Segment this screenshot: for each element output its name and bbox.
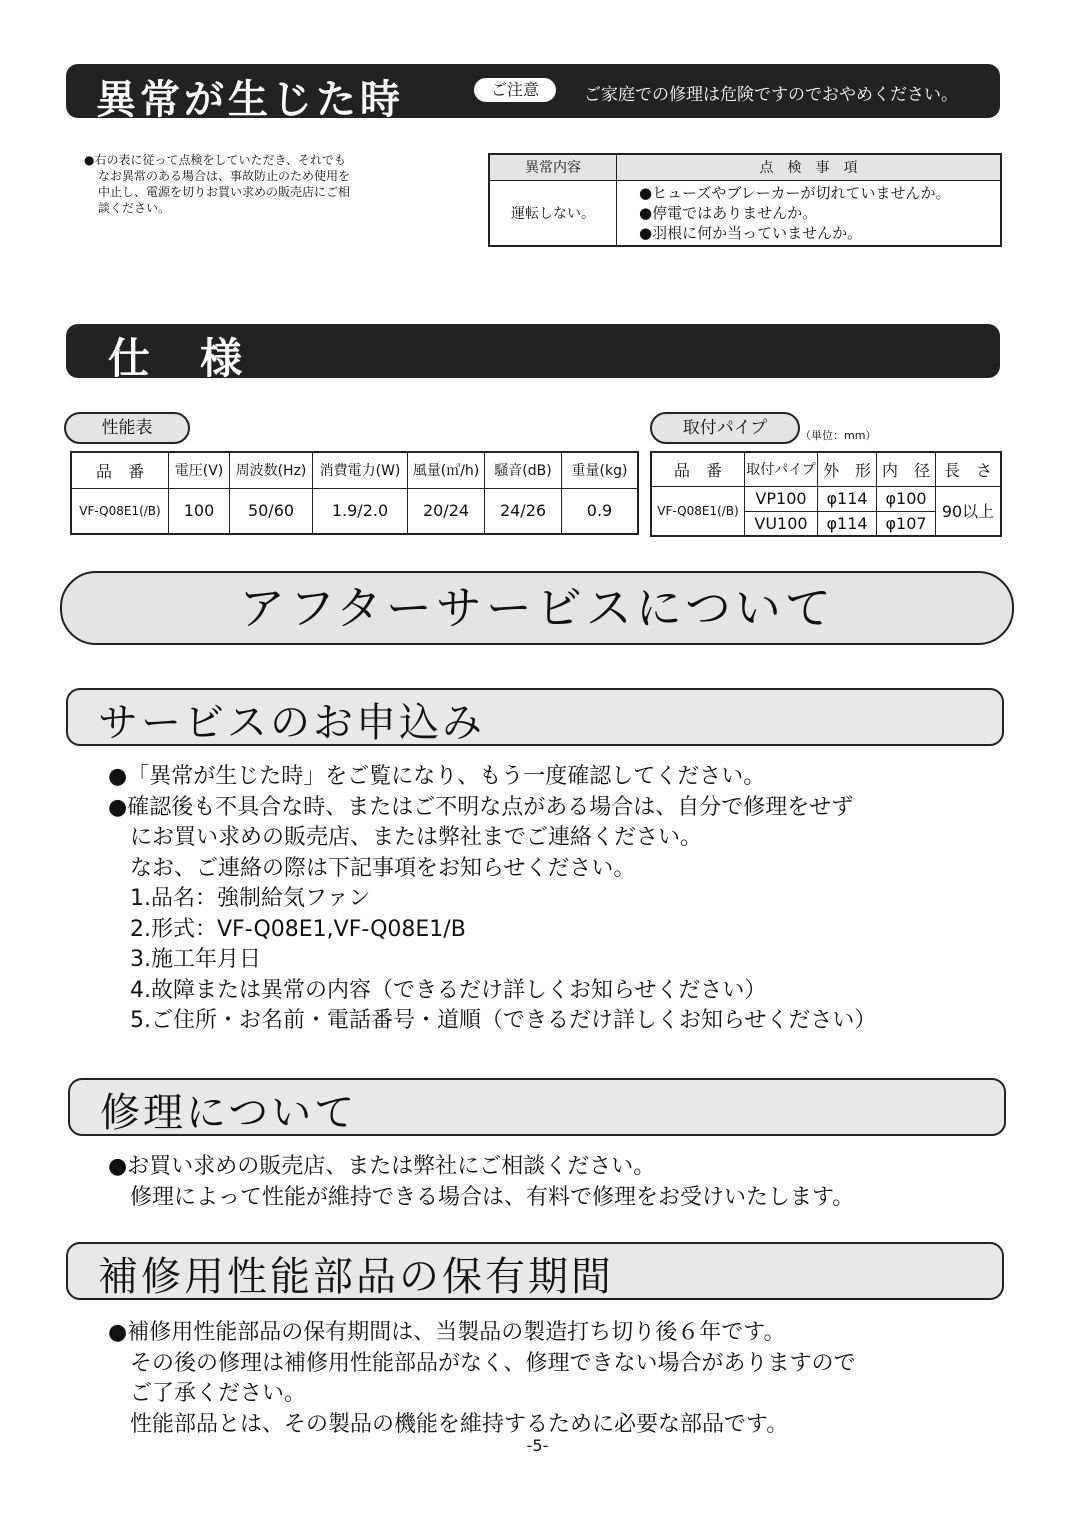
check-item: ●停電ではありませんか。	[639, 203, 818, 222]
check-table-header-symptom: 異常内容	[489, 154, 617, 180]
instruction-line: ●右の表に従って点検をしていただき、それでも	[84, 153, 346, 167]
repair-line: 修理によって性能が維持できる場合は、有料で修理をお受けいたします。	[108, 1184, 855, 1210]
check-table-header-checks: 点 検 事 項	[617, 154, 1002, 180]
parts-heading	[66, 1242, 1004, 1300]
service-line: 3.施工年月日	[108, 947, 261, 972]
repair-line: ●お買い求めの販売店、または弊社にご相談ください。	[108, 1154, 656, 1179]
parts-line: その後の修理は補修用性能部品がなく、修理できない場合がありますので	[108, 1350, 856, 1376]
perf-table-label: 性能表	[64, 412, 190, 444]
instruction-line: なお異常のある場合は、事故防止のため使用を	[98, 169, 351, 183]
pipe-cell-length: 90以上	[936, 486, 1002, 536]
perf-header: 重量(kg)	[562, 452, 639, 488]
service-line: ●「異常が生じた時」をご覧になり、もう一度確認してください。	[108, 764, 766, 789]
service-request-title: サービスのお申込み	[98, 700, 485, 746]
perf-cell: 1.9/2.0	[313, 488, 408, 534]
perf-header: 電圧(V)	[169, 452, 230, 488]
parts-line: ご了承ください。	[108, 1381, 307, 1406]
pipe-header: 長 さ	[936, 452, 1002, 486]
performance-table	[70, 451, 639, 535]
pipe-cell: VU100	[745, 511, 818, 536]
parts-line: 性能部品とは、その製品の機能を維持するために必要な部品です。	[108, 1411, 789, 1437]
perf-cell: 50/60	[230, 488, 313, 534]
perf-cell: 20/24	[408, 488, 485, 534]
perf-header: 風量(㎥/h)	[408, 452, 485, 488]
check-table-checks	[617, 180, 1002, 246]
spec-title: 仕 様	[108, 334, 247, 383]
perf-cell-model: VF-Q08E1(/B)	[71, 488, 169, 534]
after-service-heading	[60, 571, 1014, 645]
pipe-header: 内 径	[877, 452, 936, 486]
perf-header: 品 番	[71, 452, 169, 488]
spec-header-bar	[66, 324, 1000, 383]
pipe-cell: φ100	[877, 486, 936, 511]
after-service-title: アフターサービスについて	[239, 581, 835, 635]
perf-header: 周波数(Hz)	[230, 452, 313, 488]
parts-body	[108, 1318, 856, 1440]
pipe-table-label: 取付パイプ	[650, 412, 800, 444]
pipe-header: 品 番	[651, 452, 745, 486]
service-line: にお買い求めの販売店、または弊社までご連絡ください。	[108, 825, 703, 850]
perf-cell: 100	[169, 488, 230, 534]
check-item: ●ヒューズやブレーカーが切れていませんか。	[639, 183, 951, 202]
repair-body	[108, 1152, 854, 1213]
service-line: なお、ご連絡の際は下記事項をお知らせください。	[108, 855, 636, 881]
service-line: 4.故障または異常の内容（できるだけ詳しくお知らせください）	[108, 977, 767, 1003]
pipe-header: 外 形	[818, 452, 877, 486]
pipe-cell: VP100	[745, 486, 818, 511]
service-line: 1.品名：強制給気ファン	[108, 886, 371, 911]
perf-header: 消費電力(W)	[313, 452, 408, 488]
pipe-header: 取付パイプ	[745, 452, 818, 486]
repair-heading	[68, 1078, 1006, 1136]
instruction-line: 中止し、電源を切りお買い求めの販売店にご相	[98, 185, 351, 199]
service-line: ●確認後も不具合な時、またはご不明な点がある場合は、自分で修理をせず	[108, 794, 854, 820]
service-request-heading	[66, 688, 1004, 746]
service-request-body	[108, 762, 876, 1037]
pipe-cell: φ114	[818, 486, 877, 511]
abnormal-title: 異常が生じた時	[96, 77, 404, 123]
pipe-cell-model: VF-Q08E1(/B)	[651, 486, 745, 536]
perf-header: 騒音(dB)	[485, 452, 562, 488]
check-table-symptom: 運転しない。	[489, 180, 617, 246]
abnormal-header-bar	[66, 64, 1000, 123]
page-number: -5-	[526, 1436, 549, 1455]
pipe-table	[650, 451, 1002, 537]
check-item: ●羽根に何か当っていませんか。	[639, 223, 863, 242]
pipe-cell: φ114	[818, 511, 877, 536]
pipe-cell: φ107	[877, 511, 936, 536]
unit-note: （単位：mm）	[800, 429, 877, 442]
check-table	[488, 153, 1002, 247]
parts-line: ●補修用性能部品の保有期間は、当製品の製造打ち切り後６年です。	[108, 1320, 786, 1345]
repair-title: 修理について	[100, 1090, 358, 1136]
instruction-line: 談ください。	[98, 201, 171, 215]
perf-cell: 24/26	[485, 488, 562, 534]
caution-badge: ご注意	[474, 78, 556, 102]
service-line: 5.ご住所・お名前・電話番号・道順（できるだけ詳しくお知らせください）	[108, 1008, 877, 1033]
parts-title: 補修用性能部品の保有期間	[98, 1254, 614, 1300]
caution-text: ご家庭での修理は危険ですのでおやめください。	[584, 85, 958, 105]
abnormal-instruction	[84, 152, 350, 216]
perf-cell: 0.9	[562, 488, 639, 534]
service-line: 2.形式：VF-Q08E1,VF-Q08E1/B	[108, 916, 466, 942]
